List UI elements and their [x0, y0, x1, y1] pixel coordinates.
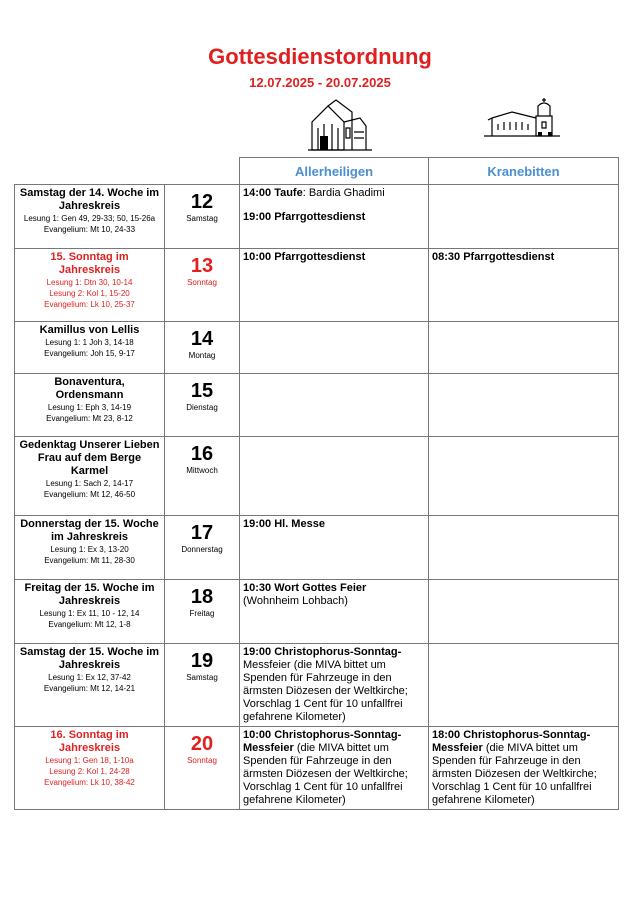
reading-line: Lesung 1: 1 Joh 3, 14-18 — [45, 338, 134, 347]
reading-line: Evangelium: Mt 23, 8-12 — [46, 414, 133, 423]
kranebitten-church-icon — [482, 96, 562, 148]
kranebitten-service-cell — [429, 644, 619, 727]
service-time-title: 18:00 Christophorus-Sonntag-Messfeier — [432, 729, 591, 754]
liturgical-day-cell — [15, 322, 165, 374]
allerheiligen-service-cell — [240, 374, 429, 437]
day-number: 17 — [190, 522, 214, 544]
service-entry — [432, 729, 615, 807]
kranebitten-service-cell — [429, 516, 619, 580]
liturgical-day-cell — [15, 580, 165, 644]
liturgical-day-title: 16. Sonntag im Jahreskreis — [50, 729, 129, 754]
service-time-title: 19:00 Christophorus-Sonntag- — [243, 646, 402, 658]
allerheiligen-service-cell — [240, 249, 429, 322]
schedule-table — [14, 157, 619, 810]
allerheiligen-service-cell — [240, 580, 429, 644]
reading-line: Evangelium: Mt 10, 24-33 — [43, 225, 136, 234]
reading-line: Lesung 1: Ex 3, 13-20 — [50, 545, 129, 554]
header-blank — [165, 158, 240, 185]
reading-line: Evangelium: Lk 10, 38-42 — [44, 778, 135, 787]
kranebitten-service-cell — [429, 374, 619, 437]
weekday-label: Freitag — [189, 609, 215, 618]
day-number: 15 — [190, 380, 214, 402]
kranebitten-service-cell — [429, 185, 619, 249]
table-row — [15, 322, 619, 374]
liturgical-day-title: Donnerstag der 15. Woche im Jahreskreis — [20, 518, 159, 543]
liturgical-day-cell — [15, 374, 165, 437]
reading-line: Lesung 1: Sach 2, 14-17 — [45, 479, 134, 488]
liturgical-day-cell — [15, 727, 165, 810]
column-header-kranebitten: Kranebitten — [429, 158, 619, 185]
service-time-title: 08:30 Pfarrgottesdienst — [432, 251, 555, 263]
service-entry — [243, 251, 425, 264]
reading-line: Evangelium: Mt 11, 28-30 — [44, 556, 135, 565]
weekday-label: Samstag — [186, 673, 218, 682]
day-number: 12 — [190, 191, 214, 213]
allerheiligen-service-cell — [240, 322, 429, 374]
date-cell — [165, 580, 240, 644]
day-number: 16 — [190, 443, 214, 465]
allerheiligen-service-cell — [240, 644, 429, 727]
weekday-label: Sonntag — [187, 756, 217, 765]
service-entry — [243, 646, 425, 724]
reading-line: Lesung 2: Kol 1, 24-28 — [49, 767, 130, 776]
liturgical-day-title: 15. Sonntag im Jahreskreis — [50, 251, 129, 276]
liturgical-day-cell — [15, 249, 165, 322]
liturgical-day-cell — [15, 437, 165, 516]
table-row — [15, 644, 619, 727]
reading-line: Evangelium: Lk 10, 25-37 — [44, 300, 135, 309]
reading-line: Lesung 1: Gen 49, 29-33; 50, 15-26a — [23, 214, 156, 223]
service-entry — [243, 582, 425, 595]
liturgical-day-title: Bonaventura, Ordensmann — [54, 376, 125, 401]
date-cell — [165, 249, 240, 322]
column-header-allerheiligen: Allerheiligen — [240, 158, 429, 185]
allerheiligen-service-cell — [240, 437, 429, 516]
page-title: Gottesdienstordnung — [208, 44, 432, 69]
service-time-title: 19:00 Hl. Messe — [243, 518, 325, 530]
day-number: 20 — [190, 733, 214, 755]
liturgical-day-title: Kamillus von Lellis — [39, 324, 140, 336]
liturgical-day-title: Freitag der 15. Woche im Jahreskreis — [24, 582, 155, 607]
service-time-title: 14:00 Taufe — [243, 187, 303, 199]
service-entry — [432, 251, 615, 264]
service-entry — [243, 595, 425, 608]
liturgical-day-cell — [15, 644, 165, 727]
allerheiligen-service-cell — [240, 185, 429, 249]
day-number: 13 — [190, 255, 214, 277]
service-note: (die MIVA bittet um Spenden für Fahrzeuge in den ärmsten Diözesen der Weltkirche; Vorschlag 1 Cent für 10 unfallfrei gefahrene Kilometer) — [432, 742, 597, 806]
reading-line: Evangelium: Mt 12, 1-8 — [48, 620, 131, 629]
reading-line: Lesung 1: Gen 18, 1-10a — [45, 756, 134, 765]
header-row — [15, 158, 619, 185]
table-row — [15, 374, 619, 437]
liturgical-day-title: Samstag der 14. Woche im Jahreskreis — [19, 187, 160, 212]
service-time-title: 19:00 Pfarrgottesdienst — [243, 211, 366, 223]
schedule-body — [15, 185, 619, 810]
date-cell — [165, 516, 240, 580]
kranebitten-service-cell — [429, 580, 619, 644]
date-cell — [165, 374, 240, 437]
kranebitten-service-cell — [429, 249, 619, 322]
service-note: (die MIVA bittet um Spenden für Fahrzeuge in den ärmsten Diözesen der Weltkirche; Vorschlag 1 Cent für 10 unfallfrei gefahrene Kilometer) — [243, 742, 408, 806]
service-note: Messfeier (die MIVA bittet um Spenden für Fahrzeuge in den ärmsten Diözesen der Weltkirche; Vorschlag 1 Cent für 10 unfallfrei gefahrene Kilometer) — [243, 659, 408, 723]
day-number: 18 — [190, 586, 214, 608]
date-cell — [165, 644, 240, 727]
day-number: 14 — [190, 328, 214, 350]
kranebitten-service-cell — [429, 322, 619, 374]
date-cell — [165, 437, 240, 516]
weekday-label: Donnerstag — [181, 545, 223, 554]
service-note: : Bardia Ghadimi — [302, 187, 385, 199]
service-time-title: 10:00 Christophorus-Sonntag-Messfeier — [243, 729, 402, 754]
table-row — [15, 580, 619, 644]
date-cell — [165, 185, 240, 249]
day-number: 19 — [190, 650, 214, 672]
allerheiligen-church-icon — [306, 98, 376, 152]
allerheiligen-service-cell — [240, 727, 429, 810]
weekday-label: Dienstag — [186, 403, 218, 412]
kranebitten-service-cell — [429, 437, 619, 516]
table-row — [15, 437, 619, 516]
reading-line: Lesung 1: Ex 11, 10 - 12, 14 — [39, 609, 140, 618]
reading-line: Lesung 2: Kol 1, 15-20 — [49, 289, 130, 298]
weekday-label: Sonntag — [187, 278, 217, 287]
weekday-label: Mittwoch — [186, 466, 218, 475]
date-cell — [165, 322, 240, 374]
service-time-title: 10:30 Wort Gottes Feier — [243, 582, 367, 594]
service-note: (Wohnheim Lohbach) — [243, 595, 348, 607]
reading-line: Evangelium: Mt 12, 46-50 — [43, 490, 136, 499]
allerheiligen-service-cell — [240, 516, 429, 580]
service-entry — [243, 518, 425, 531]
weekday-label: Montag — [188, 351, 216, 360]
reading-line: Evangelium: Joh 15, 9-17 — [44, 349, 135, 358]
reading-line: Evangelium: Mt 12, 14-21 — [43, 684, 136, 693]
header-blank — [15, 158, 165, 185]
date-range: 12.07.2025 - 20.07.2025 — [249, 75, 391, 90]
weekday-label: Samstag — [186, 214, 218, 223]
service-time-title: 10:00 Pfarrgottesdienst — [243, 251, 366, 263]
liturgical-day-cell — [15, 516, 165, 580]
service-entry — [243, 211, 425, 224]
kranebitten-service-cell — [429, 727, 619, 810]
liturgical-day-title: Gedenktag Unserer Lieben Frau auf dem Berge Karmel — [19, 439, 160, 477]
reading-line: Lesung 1: Ex 12, 37-42 — [48, 673, 131, 682]
liturgical-day-title: Samstag der 15. Woche im Jahreskreis — [19, 646, 160, 671]
date-cell — [165, 727, 240, 810]
table-row — [15, 249, 619, 322]
reading-line: Lesung 1: Dtn 30, 10-14 — [46, 278, 133, 287]
table-row — [15, 516, 619, 580]
reading-line: Lesung 1: Eph 3, 14-19 — [47, 403, 132, 412]
service-entry — [243, 729, 425, 807]
table-row — [15, 727, 619, 810]
liturgical-day-cell — [15, 185, 165, 249]
service-entry — [243, 187, 425, 200]
table-row — [15, 185, 619, 249]
